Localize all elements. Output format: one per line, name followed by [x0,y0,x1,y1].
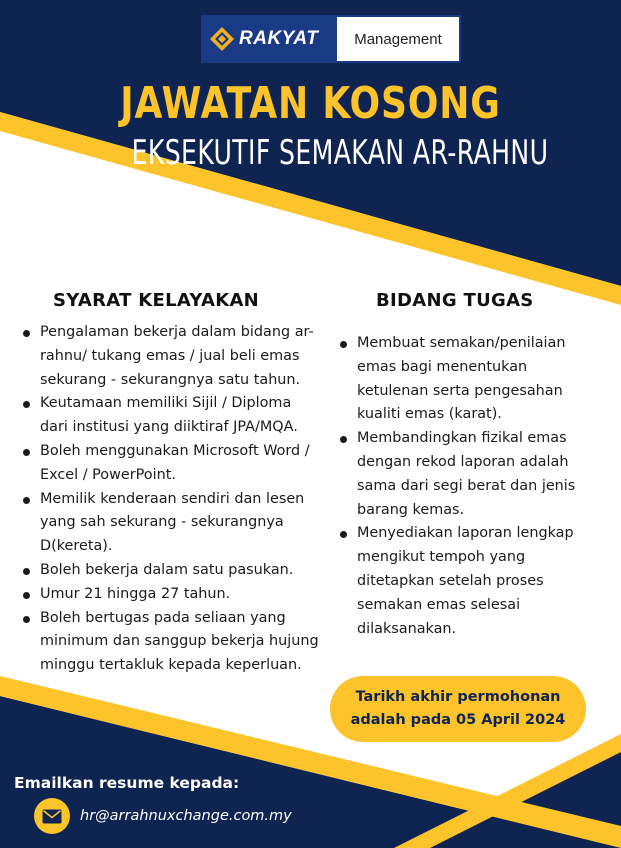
job-title: EKSEKUTIF SEMAKAN AR-RAHNU [131,133,549,173]
duties-heading: BIDANG TUGAS [376,290,534,311]
list-item: Keutamaan memiliki Sijil / Diploma dari institusi yang diiktiraf JPA/MQA. [23,392,323,440]
list-item: Pengalaman bekerja dalam bidang ar-rahnu/ tukang emas / jual beli emas sekurang - sekurangnya satu tahun. [23,321,323,392]
email-link[interactable]: hr@arrahnuxchange.com.my [80,808,292,824]
logo-brand-area [203,17,337,61]
email-caption: Emailkan resume kepada: [14,774,240,792]
list-item: Menyediakan laporan lengkap mengikut tempoh yang ditetapkan setelah proses semakan emas selesai dilaksanakan. [340,522,598,641]
logo-brand-text: RAKYAT [239,28,319,49]
requirements-list [23,321,323,678]
deadline-badge [330,676,586,742]
list-item: Memilik kenderaan sendiri dan lesen yang sah sekurang - sekurangnya D(kereta). [23,488,323,559]
deadline-line-1: Tarikh akhir permohonan [355,689,561,705]
mail-icon [34,798,70,834]
logo-label: Management [337,17,459,61]
list-item: Boleh menggunakan Microsoft Word / Excel / PowerPoint. [23,440,323,488]
list-item: Boleh bekerja dalam satu pasukan. [23,559,323,583]
list-item: Membuat semakan/penilaian emas bagi menentukan ketulenan serta pengesahan kualiti emas (karat). [340,332,598,427]
email-contact [34,798,292,834]
duties-list [340,332,598,641]
list-item: Umur 21 hingga 27 tahun. [23,583,323,607]
company-logo [201,15,461,63]
page-title: JAWATAN KOSONG [120,78,501,129]
list-item: Membandingkan fizikal emas dengan rekod laporan adalah sama dari segi berat dan jenis barang kemas. [340,427,598,522]
requirements-heading: SYARAT KELAYAKAN [53,290,260,311]
rakyat-emblem-icon [209,26,235,52]
deadline-line-2: adalah pada 05 April 2024 [350,712,566,728]
list-item: Boleh bertugas pada seliaan yang minimum dan sanggup bekerja hujung minggu tertakluk kepada keperluan. [23,607,323,678]
